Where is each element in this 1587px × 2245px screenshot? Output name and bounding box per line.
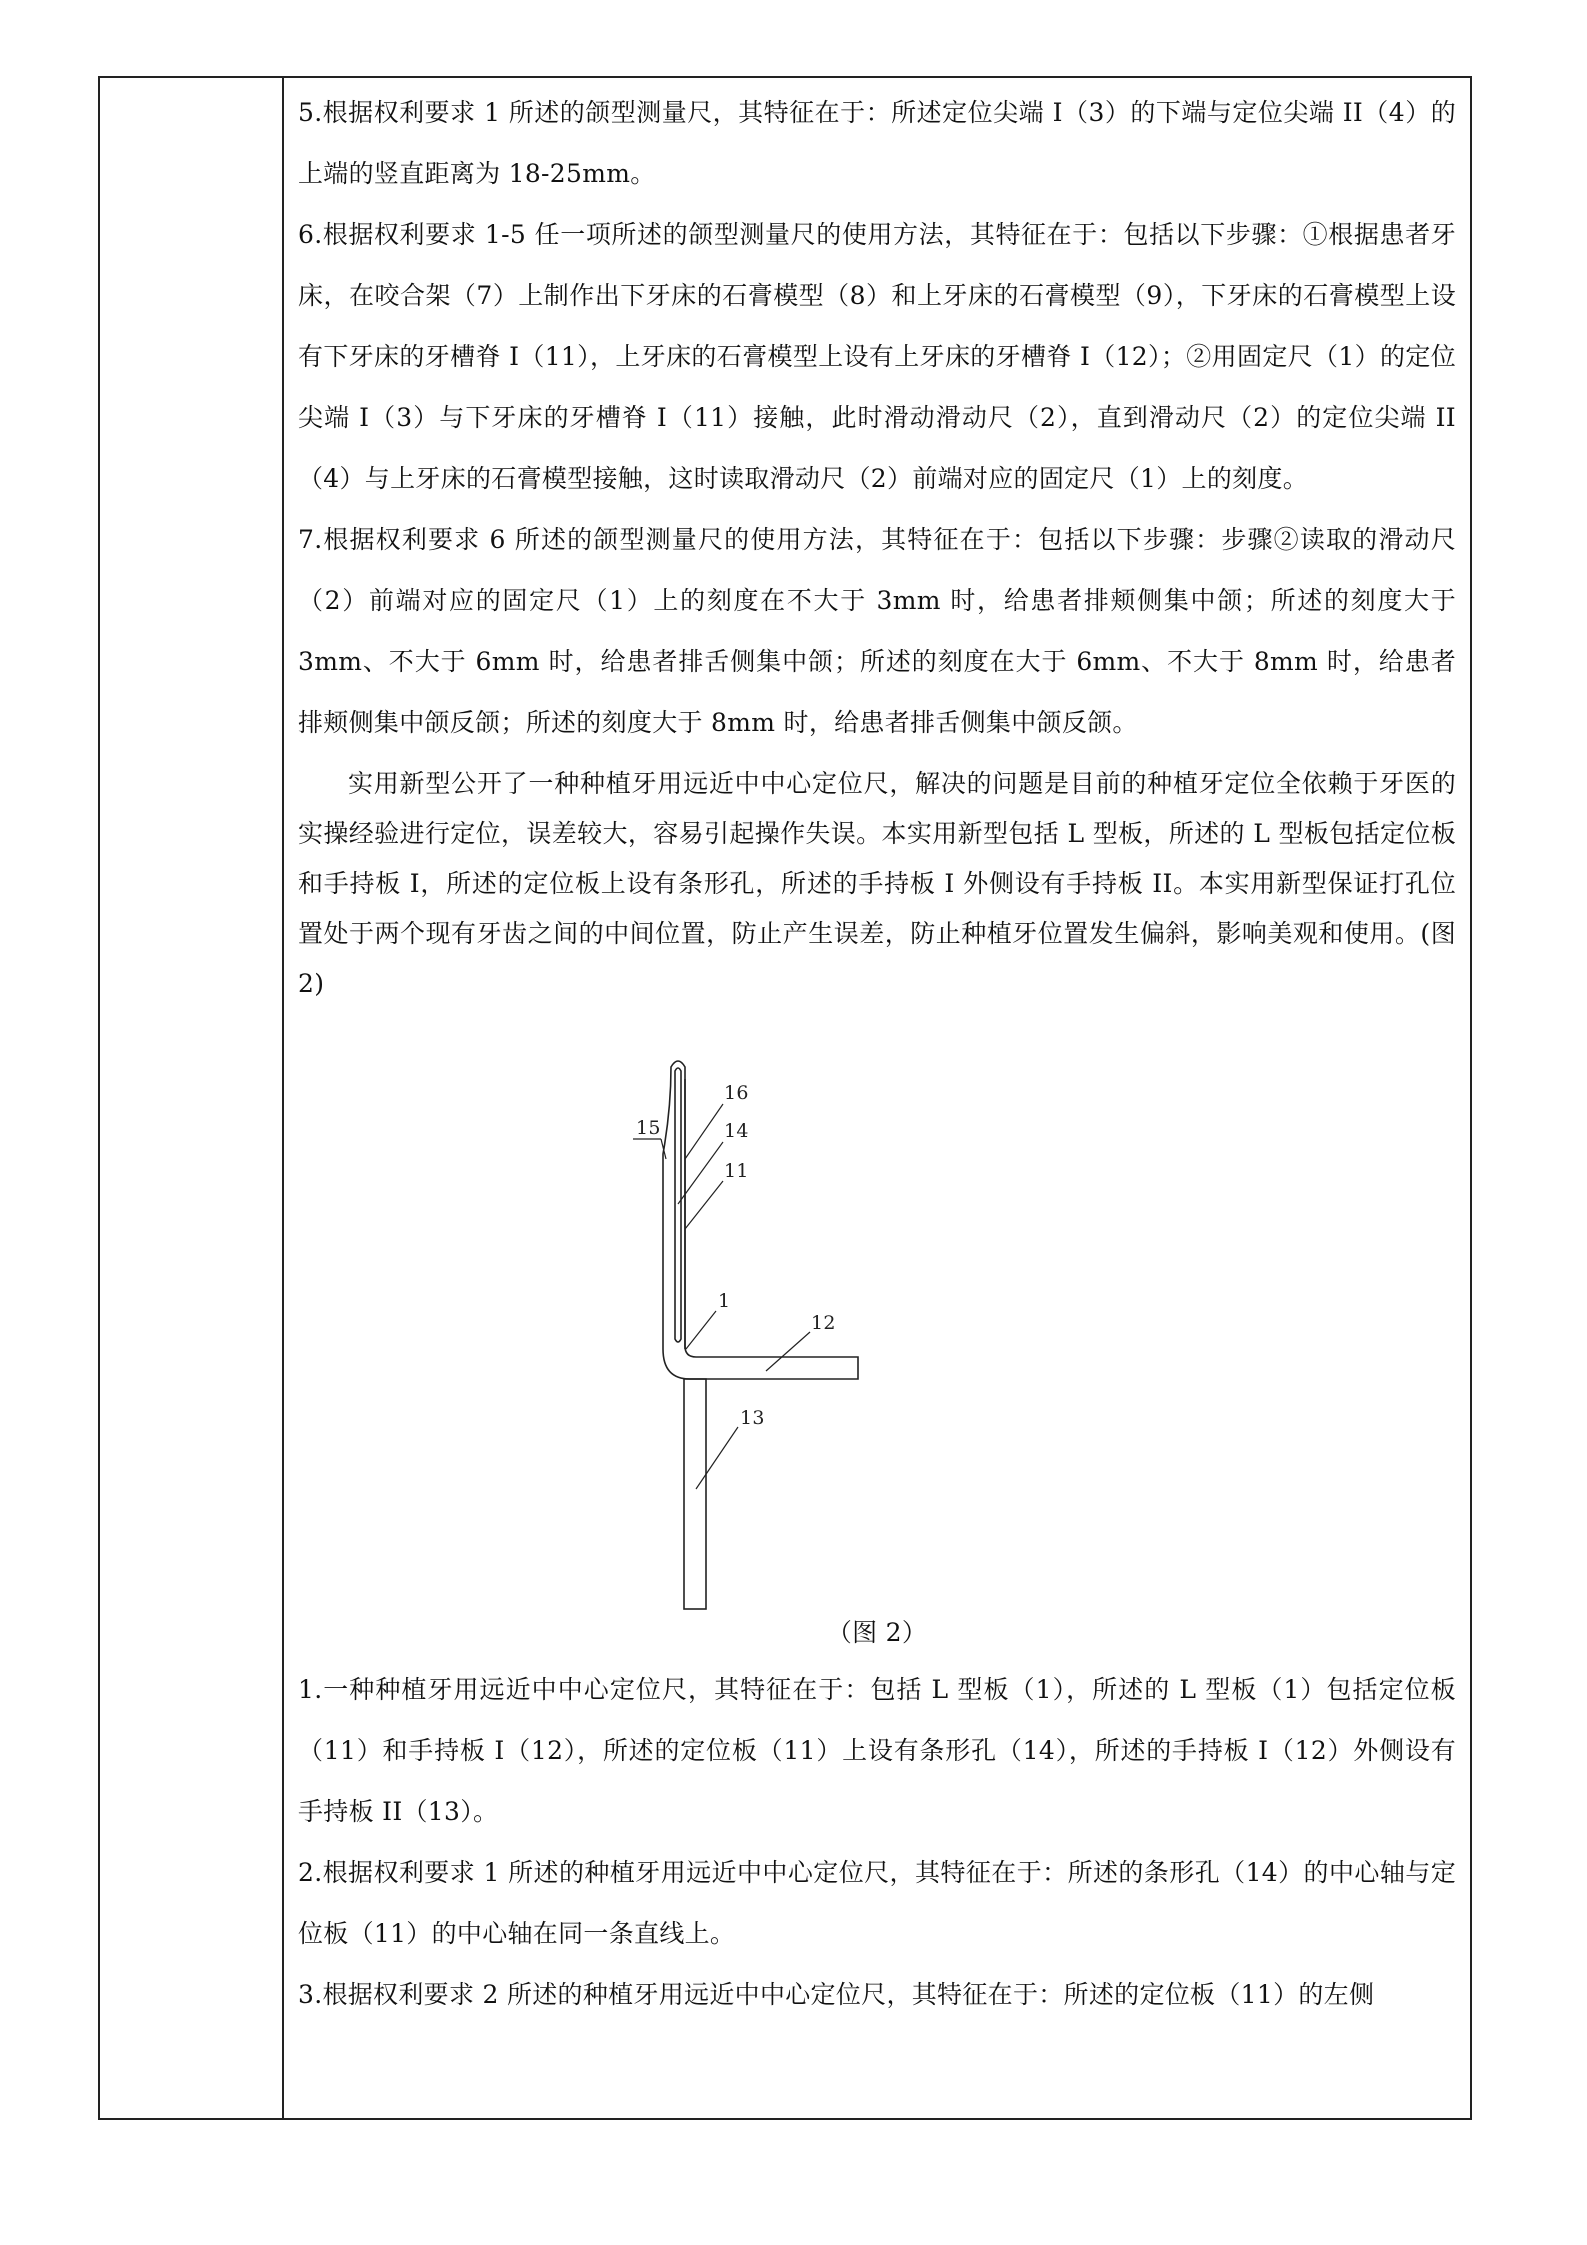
label-12: 12: [811, 1312, 836, 1334]
abstract-paragraph: 实用新型公开了一种种植牙用远近中中心定位尺，解决的问题是目前的种植牙定位全依赖于牙医的实操经验进行定位，误差较大，容易引起操作失误。本实用新型包括 L 型板，所述的 L 型板包括定位板和手持板 I，所述的定位板上设有条形孔，所述的手持板 I 外侧设有手持板 II。本实用新型保证打孔位置处于两个现有牙齿之间的中间位置，防止产生误差，防止种植牙位置发生偏斜，影响美观和使用。(图 2): [298, 769, 1456, 998]
claim-5-paragraph: 5.根据权利要求 1 所述的颌型测量尺，其特征在于：所述定位尖端 I（3）的下端与定位尖端 II（4）的上端的竖直距离为 18-25mm。: [298, 98, 1456, 188]
slot-outline: [675, 1068, 681, 1342]
leader-11: [685, 1181, 723, 1229]
claim-2-paragraph: 2.根据权利要求 1 所述的种植牙用远近中中心定位尺，其特征在于：所述的条形孔（14）的中心轴与定位板（11）的中心轴在同一条直线上。: [298, 1858, 1456, 1948]
label-13: 13: [740, 1407, 765, 1429]
column-divider: [282, 76, 284, 2120]
document-body: [298, 82, 1456, 2025]
label-15: 15: [636, 1117, 661, 1139]
leader-12: [766, 1332, 810, 1371]
label-14: 14: [724, 1120, 749, 1142]
l-ruler-drawing: [636, 1049, 988, 1639]
l-plate-outline: [663, 1061, 858, 1609]
leader-13: [696, 1427, 738, 1489]
claim-6-paragraph: 6.根据权利要求 1-5 任一项所述的颌型测量尺的使用方法，其特征在于：包括以下步骤：①根据患者牙床，在咬合架（7）上制作出下牙床的石膏模型（8）和上牙床的石膏模型（9），下牙床的石膏模型上设有下牙床的牙槽脊 I（11），上牙床的石膏模型上设有上牙床的牙槽脊 I（12）；②用固定尺（1）的定位尖端 I（3）与下牙床的牙槽脊 I（11）接触，此时滑动滑动尺（2），直到滑动尺（2）的定位尖端 II（4）与上牙床的石膏模型接触，这时读取滑动尺（2）前端对应的固定尺（1）上的刻度。: [298, 220, 1456, 493]
claim-3-paragraph: 3.根据权利要求 2 所述的种植牙用远近中中心定位尺，其特征在于：所述的定位板（11）的左侧: [298, 1980, 1375, 2009]
claim-7-paragraph: 7.根据权利要求 6 所述的颌型测量尺的使用方法，其特征在于：包括以下步骤：步骤②读取的滑动尺（2）前端对应的固定尺（1）上的刻度在不大于 3mm 时，给患者排颊侧集中颌；所述的刻度大于 3mm、不大于 6mm 时，给患者排舌侧集中颌；所述的刻度在大于 6mm、不大于 8mm 时，给患者排颊侧集中颌反颌；所述的刻度大于 8mm 时，给患者排舌侧集中颌反颌。: [298, 525, 1456, 737]
label-11: 11: [724, 1160, 749, 1182]
label-16: 16: [724, 1082, 749, 1104]
figure-caption: （图 2）: [826, 1618, 928, 1647]
figure-2: [298, 1019, 1456, 1659]
handle-plate-ii: [684, 1379, 706, 1609]
claim-1-paragraph: 1.一种种植牙用远近中中心定位尺，其特征在于：包括 L 型板（1），所述的 L 型板（1）包括定位板（11）和手持板 I（12），所述的定位板（11）上设有条形孔（14），所述的手持板 I（12）外侧设有手持板 II（13）。: [298, 1675, 1456, 1826]
label-1: 1: [718, 1290, 731, 1312]
leader-1: [686, 1311, 716, 1349]
